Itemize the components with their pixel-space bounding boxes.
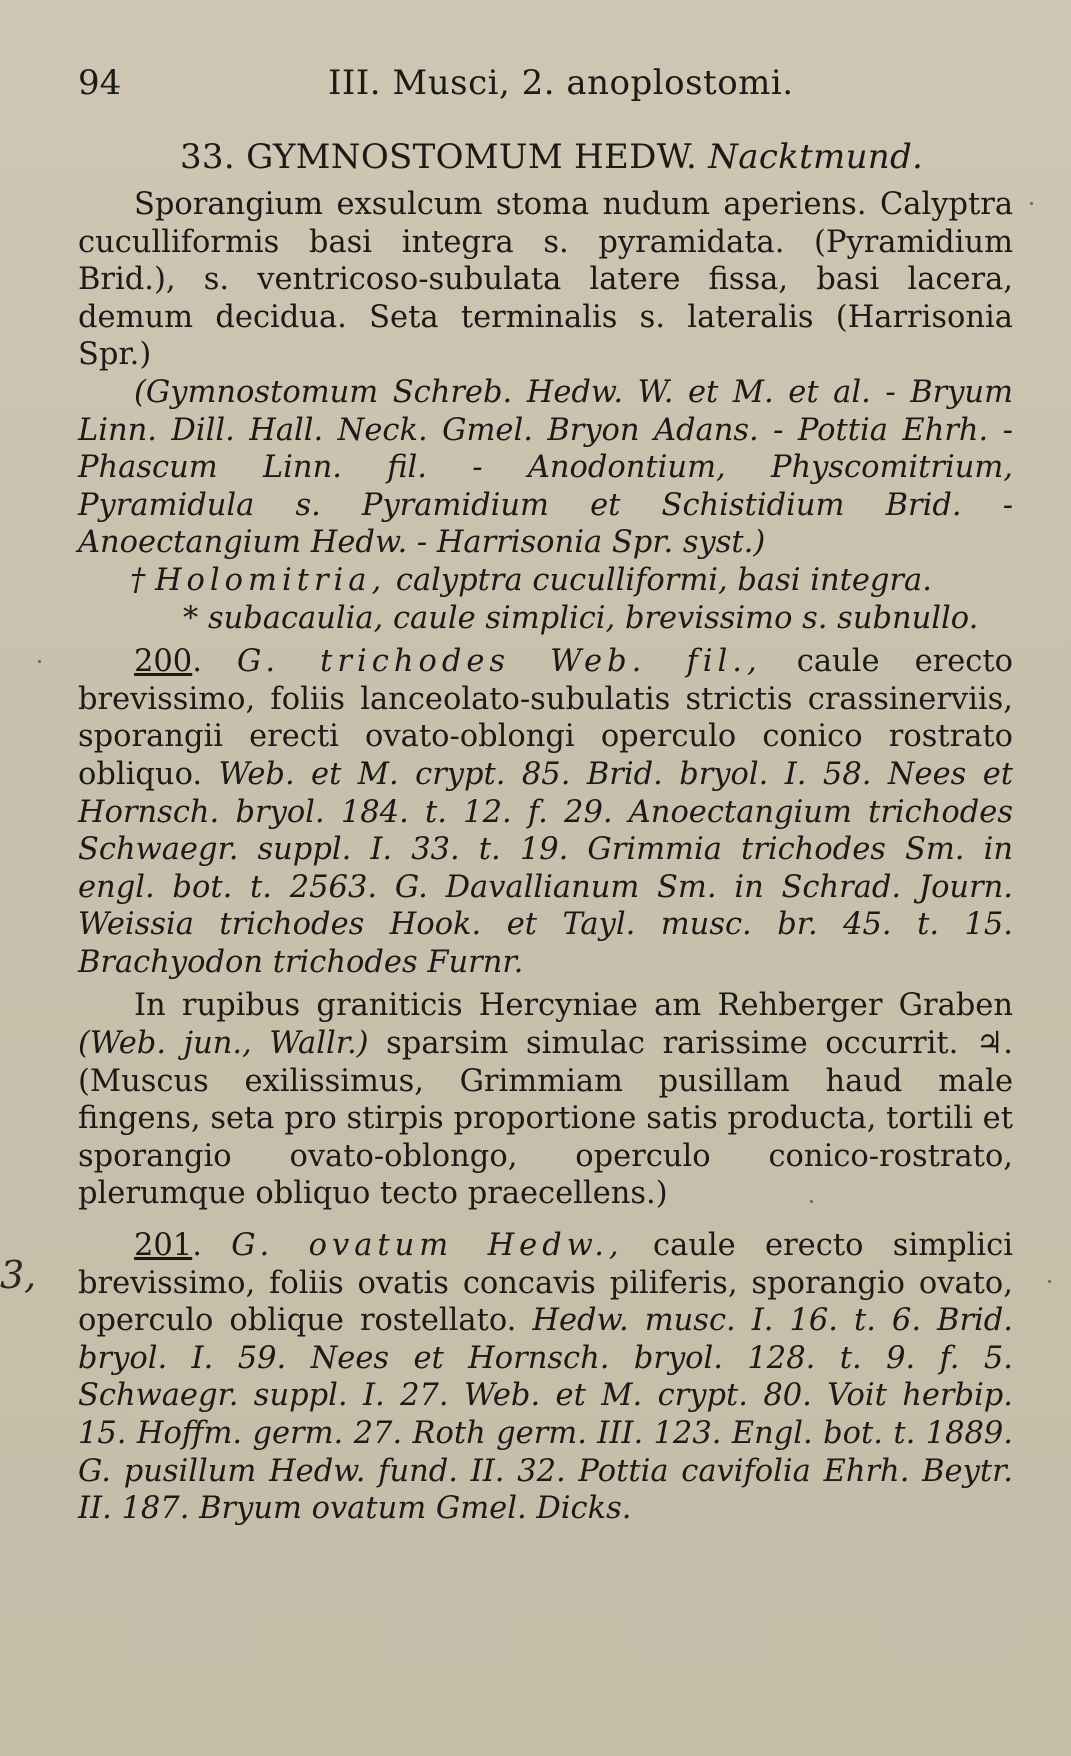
species-references: Hedw. musc. I. 16. t. 6. Brid. bryol. I. 59. Nees et Hornsch. bryol. 128. t. 9. f. 5. Schwaegr. suppl. I. 27. Web. et M. crypt. 80. Voit herbip. 15. Hoffm. germ. 27. Roth germ. III. 123. Engl. bot. t. 1889. G. pusillum Hedw. fund. II. 32. Pottia cavifolia Ehrh. Beytr. II. 187. Bryum ovatum Gmel. Dicks. (78, 1303, 1014, 1527)
genus-heading (180, 132, 1013, 182)
running-head-title: III. Musci, 2. anoplostomi. (328, 63, 794, 103)
paper-fleck (1048, 1280, 1051, 1283)
running-head (78, 58, 1013, 108)
paper-fleck (38, 660, 41, 663)
genus-vernacular-name: Nacktmund. (708, 137, 924, 177)
species-number: 200 (134, 644, 193, 680)
species-references: Web. et M. crypt. 85. Brid. bryol. I. 58. Nees et Hornsch. bryol. 184. t. 12. f. 29. Anoectangium trichodes Schwaegr. suppl. I. 33. t. 19. Grimmia trichodes Sm. in engl. bot. t. 2563. G. Davallianum Sm. in Schrad. Journ. Weissia trichodes Hook. et Tayl. musc. br. 45. t. 15. Brachyodon trichodes Furnr. (78, 756, 1013, 980)
habitat-text: In rupibus graniticis Hercyniae am Rehberger Graben (134, 988, 1013, 1024)
species-name: G. trichodes Web. fil., (237, 644, 762, 680)
paper-fleck (1030, 202, 1033, 205)
genus-label: 33. GYMNOSTOMUM HEDW. (180, 137, 698, 177)
perennial-symbol: ♃. (975, 1026, 1013, 1062)
group-heading (78, 562, 1013, 600)
species-note: (Muscus exilissimus, Grimmiam pusillam haud male fingens, seta pro stirpis proportione satis producta, tortili et sporangio ovato-oblongo, operculo conico-rostrato, plerumque obliquo tecto praecellens.) (78, 1063, 1013, 1212)
genus-synonyms: (Gymnostomum Schreb. Hedw. W. et M. et al. - Bryum Linn. Dill. Hall. Neck. Gmel. Bryon Adans. - Pottia Ehrh. - Phascum Linn. fil. - Anodontium, Physcomitrium, Pyramidula s. Pyramidium et Schistidium Brid. - Anoectangium Hedw. - Harrisonia Spr. syst.) (78, 374, 1013, 561)
page-content (78, 58, 1013, 1528)
species-entry: 201. G. ovatum Hedw., caule erecto simplici brevissimo, foliis ovatis concavis piliferis, sporangio ovato, operculo oblique rostellato. Hedw. musc. I. 16. t. 6. Brid. bryol. I. 59. Nees et Hornsch. bryol. 128. t. 9. f. 5. Schwaegr. suppl. I. 27. Web. et M. crypt. 80. Voit herbip. 15. Hoffm. germ. 27. Roth germ. III. 123. Engl. bot. t. 1889. G. pusillum Hedw. fund. II. 32. Pottia cavifolia Ehrh. Beytr. II. 187. Bryum ovatum Gmel. Dicks. (78, 1228, 1014, 1527)
species-diagnosis: caule erecto brevissimo, foliis lanceolato-subulatis strictis crassinerviis, sporangii erecti ovato-oblongi operculo conico rostrato obliquo. (78, 644, 1014, 792)
asterisk-mark: * (183, 600, 199, 636)
handwritten-margin-note: 3, (0, 1253, 37, 1297)
species-number: 201 (134, 1228, 193, 1264)
group-name: Holomitria, (154, 562, 387, 598)
group-description: calyptra cuculliformi, basi integra. (395, 562, 932, 598)
species-diagnosis: caule erecto simplici brevissimo, foliis ovatis concavis piliferis, sporangio ovato, operculo oblique rostellato. (78, 1228, 1013, 1339)
dagger-mark: † (130, 562, 146, 598)
species-entry: 200. G. trichodes Web. fil., caule erecto brevissimo, foliis lanceolato-subulatis strictis crassinerviis, sporangii erecti ovato-oblongi operculo conico rostrato obliquo. Web. et M. crypt. 85. Brid. bryol. I. 58. Nees et Hornsch. bryol. 184. t. 12. f. 29. Anoectangium trichodes Schwaegr. suppl. I. 33. t. 19. Grimmia trichodes Sm. in engl. bot. t. 2563. G. Davallianum Sm. in Schrad. Journ. Weissia trichodes Hook. et Tayl. musc. br. 45. t. 15. Brachyodon trichodes Furnr. (78, 644, 1014, 980)
habitat-occurrence: sparsim simulac rarissime occurrit. (386, 1026, 959, 1062)
species-name: G. ovatum Hedw., (231, 1228, 624, 1264)
species-habitat (78, 987, 1013, 1213)
genus-description: Sporangium exsulcum stoma nudum aperiens. Calyptra cuculliformis basi integra s. pyramidata. (Pyramidium Brid.), s. ventricoso-subulata latere fissa, basi lacera, demum decidua. Seta terminalis s. lateralis (Harrisonia Spr.) (78, 187, 1013, 373)
subgroup-heading (78, 600, 1013, 638)
subgroup-text: subacaulia, caule simplici, brevissimo s. subnullo. (207, 600, 979, 636)
page-number: 94 (78, 63, 122, 103)
habitat-collectors: (Web. jun., Wallr.) (78, 1026, 369, 1062)
